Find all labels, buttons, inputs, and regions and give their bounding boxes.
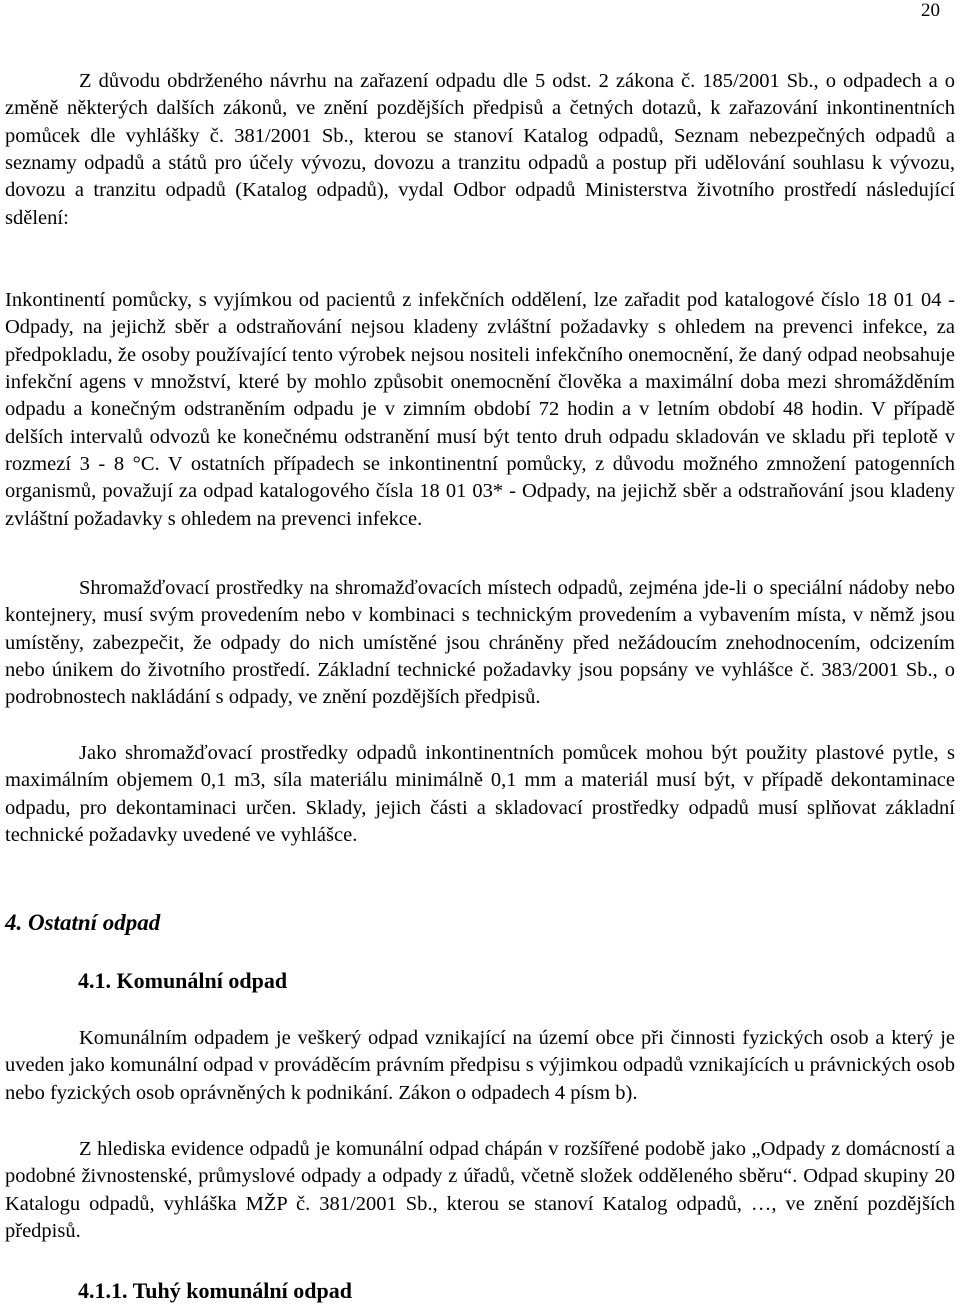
- paragraph-collection-containers: Shromažďovací prostředky na shromažďovacích místech odpadů, zejména jde-li o speciální nádoby nebo kontejnery, musí svým provedením nebo v kombinaci s technickým provedením a vybavením místa, v němž jsou umístěny, zabezpečit, že odpady do nich umístěné jsou chráněny před nežádoucím znehodnocením, odcizením nebo únikem do životního prostředí. Základní technické požadavky jsou popsány ve vyhlášce č. 383/2001 Sb., o podrobnostech nakládání s odpady, ve znění pozdějších předpisů.: [5, 577, 955, 709]
- paragraph-municipal-evidence: Z hlediska evidence odpadů je komunální odpad chápán v rozšířené podobě jako „Odpady z domácností a podobné živnostenské, průmyslové odpady a odpady z úřadů, včetně složek odděleného sběru“. Odpad skupiny 20 Katalogu odpadů, vyhláška MŽP č. 381/2001 Sb., kterou se stanoví Katalog odpadů, …, ve znění pozdějších předpisů.: [5, 1138, 955, 1243]
- paragraph-plastic-bags: Jako shromažďovací prostředky odpadů inkontinentních pomůcek mohou být použity plastové pytle, s maximálním objemem 0,1 m3, síla materiálu minimálně 0,1 mm a materiál musí být, v případě dekontaminace odpadu, pro dekontaminaci určen. Sklady, jejich části a skladovací prostředky odpadů musí splňovat základní technické požadavky uvedené ve vyhlášce.: [5, 742, 955, 847]
- paragraph-intro: Z důvodu obdrženého návrhu na zařazení odpadu dle 5 odst. 2 zákona č. 185/2001 Sb., o odpadech a o změně některých dalších zákonů, ve znění pozdějších předpisů a četných dotazů, k zařazování inkontinentních pomůcek dle vyhlášky č. 381/2001 Sb., kterou se stanoví Katalog odpadů, Seznam nebezpečných odpadů a seznamy odpadů a států pro účely vývozu, dovozu a tranzitu odpadů a postup při udělování souhlasu k vývozu, dovozu a tranzitu odpadů (Katalog odpadů), vydal Odbor odpadů Ministerstva životního prostředí následující sdělení:: [5, 70, 955, 229]
- section-heading-solid-municipal-waste: 4.1.1. Tuhý komunální odpad: [78, 1278, 352, 1303]
- section-heading-municipal-waste: 4.1. Komunální odpad: [78, 968, 288, 993]
- page-number: 20: [921, 0, 940, 21]
- paragraph-incontinence-classification: Inkontinentí pomůcky, s vyjímkou od pacientů z infekčních oddělení, lze zařadit pod katalogové číslo 18 01 04 - Odpady, na jejichž sběr a odstraňování nejsou kladeny zvláštní požadavky s ohledem na prevenci infekce, za předpokladu, že osoby používající tento výrobek nejsou nositeli infekčního onemocnění, že daný odpad neobsahuje infekční agens v množství, které by mohlo způsobit onemocnění člověka a maximální doba mezi shromážděním odpadu a konečným odstraněním odpadu je v zimním období 72 hodin a v letním období 48 hodin. V případě delších intervalů odvozů ke konečnému odstranění musí být tento druh odpadu skladován ve skladu při teplotě v rozmezí 3 - 8 °C. V ostatních případech se inkontinentní pomůcky, z důvodu možného zmnožení patogenních organismů, považují za odpad katalogového čísla 18 01 03* - Odpady, na jejichž sběr a odstraňování jsou kladeny zvláštní požadavky s ohledem na prevenci infekce.: [5, 289, 955, 530]
- paragraph-municipal-definition: Komunálním odpadem je veškerý odpad vznikající na území obce při činnosti fyzických osob a který je uveden jako komunální odpad v prováděcím právním předpisu s výjimkou odpadů vznikajících u právnických osob nebo fyzických osob oprávněných k podnikání. Zákon o odpadech 4 písm b).: [5, 1027, 955, 1104]
- section-heading-other-waste: 4. Ostatní odpad: [5, 910, 161, 935]
